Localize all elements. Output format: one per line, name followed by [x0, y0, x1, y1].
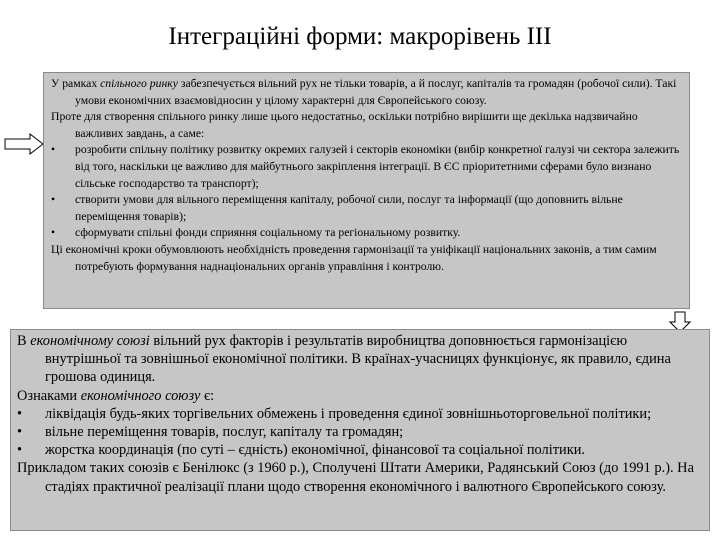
bullet-icon: • — [51, 193, 56, 207]
bullet-icon: • — [17, 405, 23, 422]
list-item: • розробити спільну політику розвитку окремих галузей і секторів економіки (вибір конкретної галузі чи сектора залежить від того, наскільки це важливо для майбутнього закріплення інтеграції. В ЄС пріоритетними сферами було визнано сільське господарство та транспорт); — [51, 143, 680, 190]
common-market-conclusion: Ці економічні кроки обумовлюють необхідність проведення гармонізації та уніфікації національних законів, а тим самим потребують формування наднаціональних органів управління і контролю. — [51, 242, 657, 273]
common-market-intro: У рамках спільного ринку забезпечується вільний рух не тільки товарів, а й послуг, капіталів та громадян (робочої сили). Такі умови економічних взаємовідносин у цілому характерні для Європейського союзу. — [51, 77, 677, 107]
economic-union-term: економічному союзі — [30, 333, 150, 349]
common-market-problem: Проте для створення спільного ринку лише цього недостатньо, оскільки потрібно вирішити ще декілька надзвичайно важливих завдань, а саме: — [51, 110, 638, 140]
list-item: • створити умови для вільного переміщення капіталу, робочої сили, послуг та інформації (що доповнить вільне переміщення товарів); — [51, 193, 623, 223]
list-item: • вільне переміщення товарів, послуг, капіталу та громадян; — [17, 424, 404, 441]
bullet-icon: • — [51, 143, 56, 157]
economic-union-block — [10, 329, 710, 531]
list-item: • жорстка координація (по суті – єдність) економічної, фінансової та соціальної політики. — [17, 442, 586, 459]
common-market-term: спільного ринку — [100, 77, 178, 90]
arrow-right-icon — [4, 133, 44, 155]
list-item: • сформувати спільні фонди сприяння соціальному та регіональному розвитку. — [51, 225, 683, 242]
bullet-icon: • — [51, 226, 56, 240]
list-item: • ліквідація будь-яких торгівельних обмежень і проведення єдиної зовнішньоторговельної політики; — [17, 405, 652, 422]
bullet-icon: • — [17, 442, 23, 459]
slide-title: Інтеграційні форми: макрорівень ІІІ — [168, 23, 552, 50]
economic-union-intro: В економічному союзі вільний рух факторів і результатів виробництва доповнюється гармонізацією внутрішньої та зовнішньої економічної політики. В країнах-учасницях функціонує, як правило, єдина грошова одиниця. — [17, 333, 671, 386]
economic-union-examples: Прикладом таких союзів є Бенілюкс (з 1960 р.), Сполучені Штати Америки, Радянський Союз (до 1991 р.). На стадіях практичної реалізації плани щодо створення економічного і валютного Європейського союзу. — [17, 460, 694, 495]
economic-union-features: Ознаками економічного союзу є: — [17, 387, 215, 404]
common-market-block — [43, 72, 690, 309]
bullet-icon: • — [17, 424, 23, 441]
